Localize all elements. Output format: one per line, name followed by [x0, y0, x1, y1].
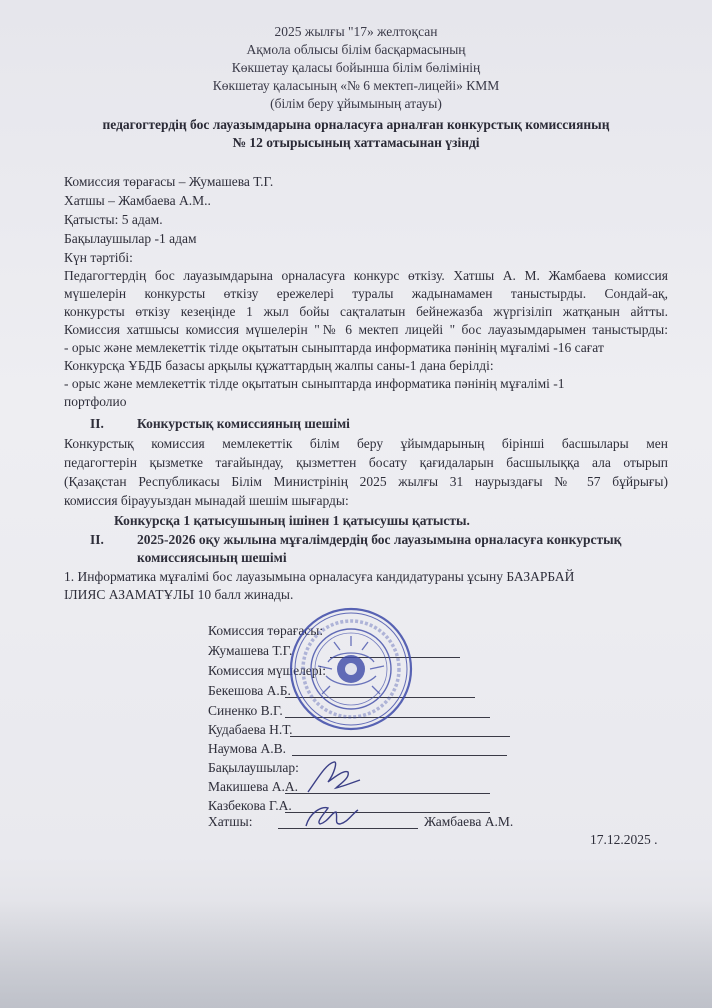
- body-line: мүшелерін конкурсты өткізу ережелері туралы жадынамамен таныстырды. Сондай-ақ,: [64, 286, 668, 301]
- body-line: портфолио: [64, 394, 127, 409]
- result-line: 1. Информатика мұғалімі бос лауазымына орналасуға кандидатураны ұсыну БАЗАРБАЙ: [64, 569, 575, 584]
- commission-chair: Комиссия төрағасы – Жумашева Т.Г.: [64, 174, 274, 189]
- header-org-note: (білім беру ұйымының атауы): [270, 96, 442, 111]
- handwritten-signature-icon: [300, 800, 362, 834]
- body-line: Педагогтердің бос лауазымдарына орналасуға конкурс өткізу. Хатшы А. М. Жамбаева комиссия: [64, 268, 668, 283]
- section-heading: комиссиясының шешімі: [137, 550, 287, 565]
- decision-line: педагогтерін қызметке тағайындау, қызметтен босату қағидаларын басшылыққа ала отырып: [64, 455, 668, 470]
- signature-line: [290, 736, 510, 737]
- handwritten-signature-icon: [304, 758, 364, 796]
- section-heading: Конкурстық комиссияның шешімі: [137, 416, 350, 431]
- attendees: Қатысты: 5 адам.: [64, 212, 163, 227]
- signature-name: Синенко В.Г.: [208, 703, 283, 718]
- decision-line: (Қазақстан Республикасы Білім Министрінің 2025 жылғы 31 наурыздағы № 57 бұйрығы): [64, 474, 668, 489]
- header-org-2: Көкшетау қаласы бойынша білім бөлімінің: [231, 60, 481, 75]
- header-org-3: Көкшетау қаласының «№ 6 мектеп-лицейі» КММ: [212, 78, 500, 93]
- signature-name: Бекешова А.Б.: [208, 683, 291, 698]
- header-org-1: Ақмола облысы білім басқармасының: [246, 42, 466, 57]
- secretary-signature-name: Жамбаева А.М.: [424, 814, 514, 829]
- section-heading: 2025-2026 оқу жылына мұғалімдердің бос лауазымына орналасуға конкурстық: [137, 532, 622, 547]
- observers: Бақылаушылар -1 адам: [64, 231, 197, 246]
- header-date: 2025 жылғы "17» желтоқсан: [274, 24, 438, 39]
- decision-line: комиссия біраууыздан мынадай шешім шығарды:: [64, 493, 349, 508]
- body-line: конкурсты өткізу кезеңінде 1 жыл бойы сақталатын бейнежазба жүргізіліп жатқанын айтты.: [64, 304, 668, 319]
- signature-name: Казбекова Г.А.: [208, 798, 292, 813]
- signature-role: Бақылаушылар:: [208, 760, 299, 775]
- body-line: - орыс және мемлекеттік тілде оқытатын сыныптарда информатика пәнінің мұғалімі -16 сағат: [64, 340, 604, 355]
- signature-line: [292, 755, 507, 756]
- official-stamp-icon: [288, 606, 414, 732]
- signature-role: Комиссия мүшелері:: [208, 663, 327, 678]
- signature-name: Жумашева Т.Г.: [208, 643, 293, 658]
- signature-name: Наумова А.В.: [208, 741, 286, 756]
- signature-name: Макишева А.А.: [208, 779, 298, 794]
- secretary-signature-label: Хатшы:: [208, 814, 253, 829]
- participants-note: Конкурсқа 1 қатысушының ішінен 1 қатысушы қатысты.: [114, 513, 470, 528]
- secretary: Хатшы – Жамбаева А.М..: [64, 193, 211, 208]
- document-title-2: № 12 отырысының хаттамасынан үзінді: [232, 135, 480, 150]
- agenda-label: Күн тәртібі:: [64, 250, 133, 265]
- section-number: II.: [90, 416, 104, 431]
- signature-name: Кудабаева Н.Т.: [208, 722, 293, 737]
- document-date: 17.12.2025 .: [590, 832, 658, 847]
- body-line: Конкурсқа ҰБДБ базасы арқылы құжаттардың жалпы саны-1 дана берілді:: [64, 358, 494, 373]
- body-line: - орыс және мемлекеттік тілде оқытатын сыныптарда информатика пәнінің мұғалімі -1: [64, 376, 565, 391]
- decision-line: Конкурстық комиссия мемлекеттік білім беру ұйымдарының бірінші басшылары мен: [64, 436, 668, 451]
- section-number: II.: [90, 532, 104, 547]
- result-line: ІЛИЯС АЗАМАТҰЛЫ 10 балл жинады.: [64, 587, 294, 602]
- document-title-1: педагогтердің бос лауазымдарына орналасуға арналған конкурстық комиссияның: [102, 117, 610, 132]
- body-line: Комиссия хатшысы комиссия мүшелерін "№ 6 мектеп лицейі " бос лауазымдарымен таныстырды:: [64, 322, 668, 337]
- signature-role: Комиссия төрағасы:: [208, 623, 324, 638]
- page-shadow: [0, 900, 712, 1008]
